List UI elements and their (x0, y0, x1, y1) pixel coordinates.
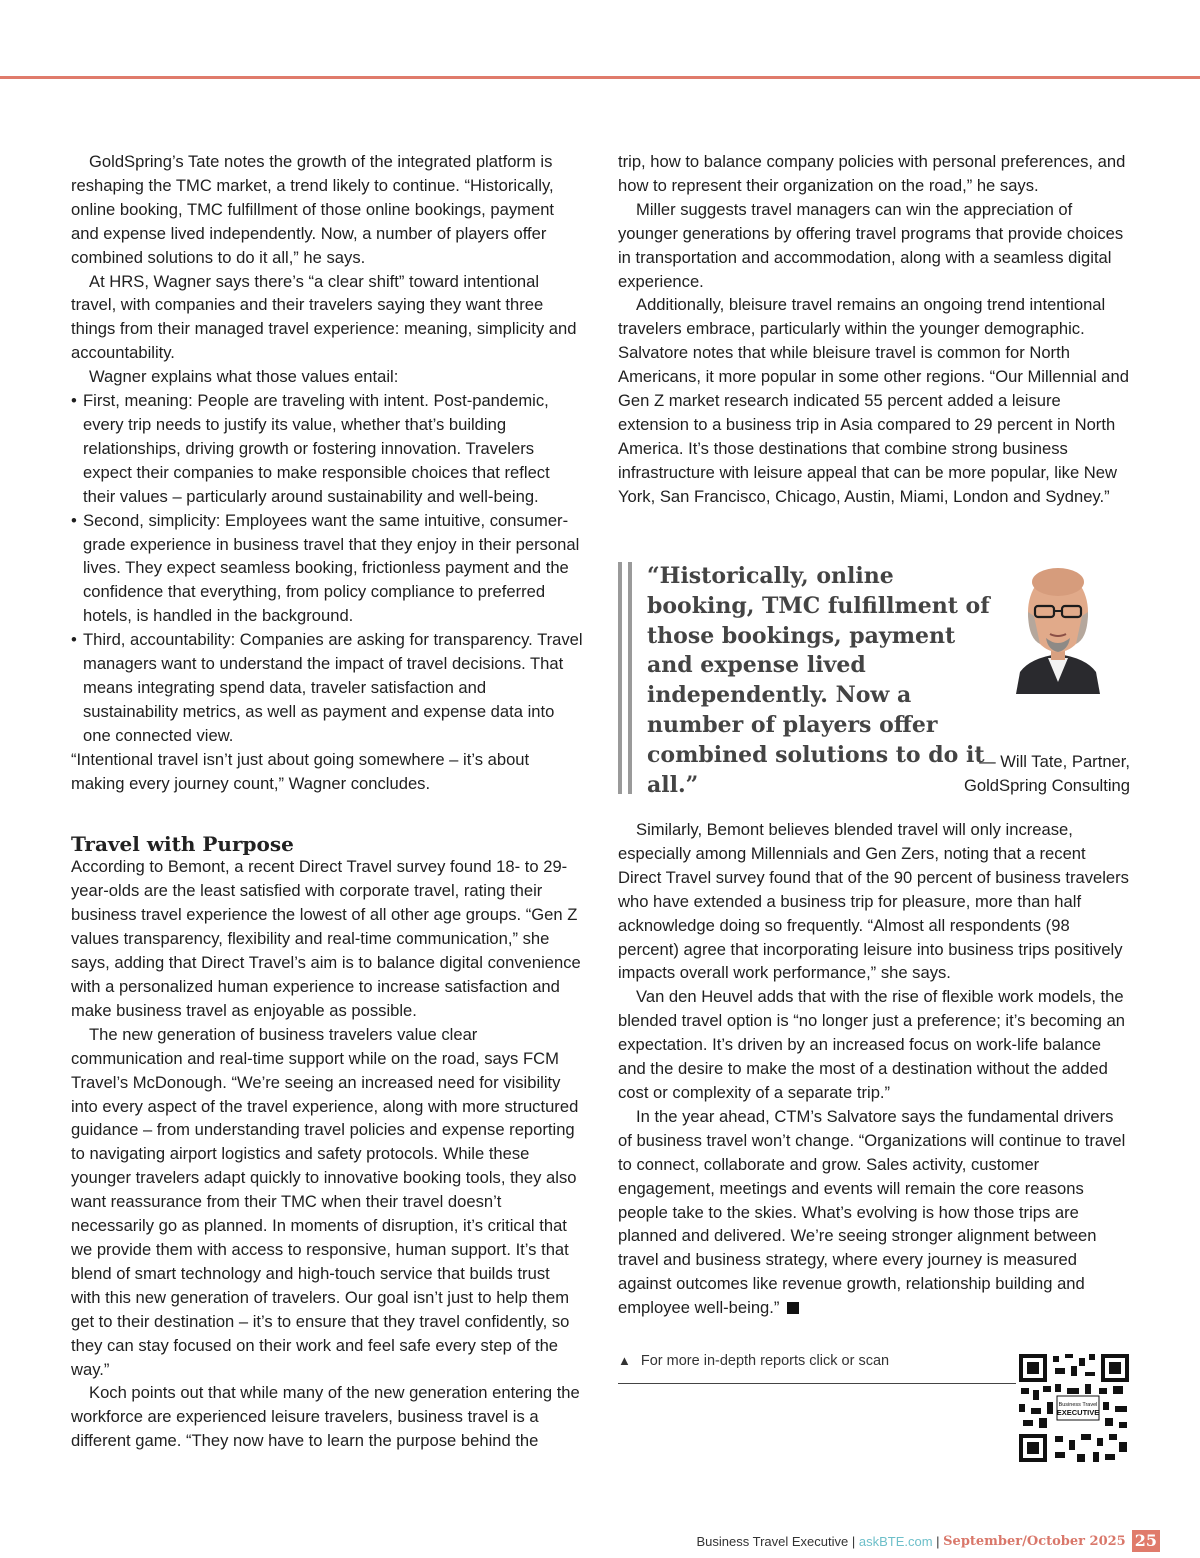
left-column (71, 150, 583, 1453)
attribution-company: GoldSpring Consulting (963, 776, 1130, 795)
top-accent-rule (0, 76, 1200, 79)
paragraph: Koch points out that while many of the new generation entering the workforce are experienced leisure travelers, business travel is a different game. “They now have to learn the purpose behind the (71, 1383, 580, 1451)
quote-bar (618, 562, 622, 794)
qr-label[interactable] (618, 1353, 889, 1369)
page-number: 25 (1132, 1530, 1160, 1552)
svg-text:EXECUTIVE: EXECUTIVE (1056, 1408, 1100, 1417)
paragraph: Wagner explains what those values entail: (89, 367, 399, 387)
bullet-item: • Third, accountability: Companies are asking for transparency. Travel managers want to understand the impact of travel decisions. That means integrating spend data, traveler satisfaction and sustainability metrics, as well as payment and expense data into one connected view. (71, 628, 583, 748)
pull-quote-text: “Historically, online booking, TMC fulfillment of those bookings, payment and expense lived independently. Now a number of players offer combined solutions to do it all.” (647, 563, 990, 798)
paragraph: At HRS, Wagner says there’s “a clear shift” toward intentional travel, with companies and their travelers saying they want three things from their managed travel experience: meaning, simplicity and accountability. (71, 271, 577, 363)
footer-separator: | (932, 1533, 944, 1549)
paragraph: Van den Heuvel adds that with the rise of flexible work models, the blended travel option is “no longer just a preference; it’s becoming an expectation. It’s driven by an increased focus on work-life balance and the desire to make the most of a destination without the added cost or complexity of a separate trip.” (618, 987, 1126, 1102)
paragraph: According to Bemont, a recent Direct Travel survey found 18- to 29-year-olds are the least satisfied with corporate travel, rating their business travel experience the lowest of all other age groups. “Gen Z values transparency, flexibility and real-time communication,” she says, adding that Direct Travel’s aim is to balance digital convenience with a personalized human experience to increase satisfaction and make business travel as enjoyable as possible. (71, 857, 581, 1020)
triangle-up-icon: ▲ (618, 1353, 631, 1368)
right-column-bottom (618, 818, 1130, 1320)
publication-name: Business Travel Executive (696, 1533, 849, 1549)
paragraph (618, 1105, 1130, 1320)
qr-section (618, 1350, 1130, 1462)
quote-bar (628, 562, 632, 794)
attribution-name: — Will Tate, Partner, (979, 752, 1130, 771)
paragraph: trip, how to balance company policies with personal preferences, and how to represent their organization on the road,” he says. (618, 152, 1126, 195)
qr-label-text: For more in-depth reports click or scan (640, 1353, 890, 1369)
svg-text:Business Travel: Business Travel (1058, 1402, 1098, 1408)
section-heading: Travel with Purpose (71, 832, 294, 857)
paragraph: Similarly, Bemont believes blended travel will only increase, especially among Millennials and Gen Zers, noting that a recent Direct Travel survey found that of the 90 percent of business travelers who have extended a business trip for pleasure, more than half acknowledge doing so frequently. “Almost all respondents (98 percent) agree that incorporating leisure into business trips positively impacts overall work performance,” she says. (618, 820, 1129, 983)
qr-code[interactable] (1019, 1354, 1129, 1462)
pull-quote (618, 560, 1130, 798)
paragraph: The new generation of business travelers value clear communication and real-time support while on the road, says FCM Travel’s McDonough. “We’re seeing an increased need for visibility into every aspect of the travel experience, along with more structured guidance – from understanding travel policies and expense reporting to navigating airport logistics and safety protocols. While these younger travelers adapt quickly to innovative booking tools, they also want reassurance from their TMC when their travel doesn’t necessarily go as planned. In moments of disruption, it’s critical that we provide them with access to responsive, human support. It’s that blend of smart technology and high-touch service that builds trust with this new generation of travelers. Our goal isn’t just to help them get to their destination – it’s to ensure that they travel confidently, so they can stay focused on their work and feel safe every step of the way.” (71, 1024, 579, 1379)
bullet-item: • First, meaning: People are traveling with intent. Post-pandemic, every trip needs to justify its value, whether that’s building relationships, driving growth or fostering innovation. Travelers expect their companies to make responsible choices that reflect their values – particularly around sustainability and well-being. (71, 389, 583, 509)
portrait-photo (1010, 554, 1106, 694)
pull-quote-attribution (964, 750, 1130, 798)
paragraph: GoldSpring’s Tate notes the growth of the integrated platform is reshaping the TMC market, a trend likely to continue. “Historically, online booking, TMC fulfillment of those online bookings, payment and expense lived independently. Now, a number of players offer combined solutions to do it all,” he says. (71, 152, 555, 267)
right-column-top (618, 150, 1130, 509)
website-link[interactable]: askBTE.com (858, 1533, 933, 1549)
paragraph: Miller suggests travel managers can win the appreciation of younger generations by offering travel programs that provide choices in transportation and accommodation, along with a seamless digital experience. (618, 199, 1124, 291)
bullet-item: • Second, simplicity: Employees want the same intuitive, consumer-grade experience in business travel that they enjoy in their personal lives. They expect seamless booking, frictionless payment and the confidence that everything, from policy compliance to preferred hotels, is handled in the background. (71, 509, 583, 629)
paragraph-text: In the year ahead, CTM’s Salvatore says the fundamental drivers of business travel won’t change. “Organizations will continue to travel to connect, collaborate and grow. Sales activity, customer engagement, meetings and events will remain the core reasons people take to the skies. What’s evolving is how those trips are planned and delivered. We’re seeing stronger alignment between travel and business strategy, where every journey is measured against outcomes like revenue growth, relationship building and employee well-being.” (618, 1106, 1126, 1318)
divider (618, 1383, 1016, 1384)
end-mark-icon (787, 1302, 799, 1314)
footer-separator: | (848, 1533, 859, 1549)
page-footer (697, 1530, 1160, 1552)
paragraph: Additionally, bleisure travel remains an ongoing trend intentional travelers embrace, particularly within the younger demographic. Salvatore notes that while bleisure travel is common for North Americans, it more popular in some other regions. “Our Millennial and Gen Z market research indicated 55 percent added a leisure extension to a business trip in Asia compared to 29 percent in North America. It’s those destinations that combine strong business infrastructure with leisure appeal that can be more popular, like New York, San Francisco, Chicago, Austin, Miami, London and Sydney.” (618, 295, 1129, 506)
issue-date: September/October 2025 (943, 1533, 1126, 1549)
paragraph: “Intentional travel isn’t just about going somewhere – it’s about making every journey count,” Wagner concludes. (71, 749, 530, 793)
values-bullet-list (71, 389, 583, 748)
